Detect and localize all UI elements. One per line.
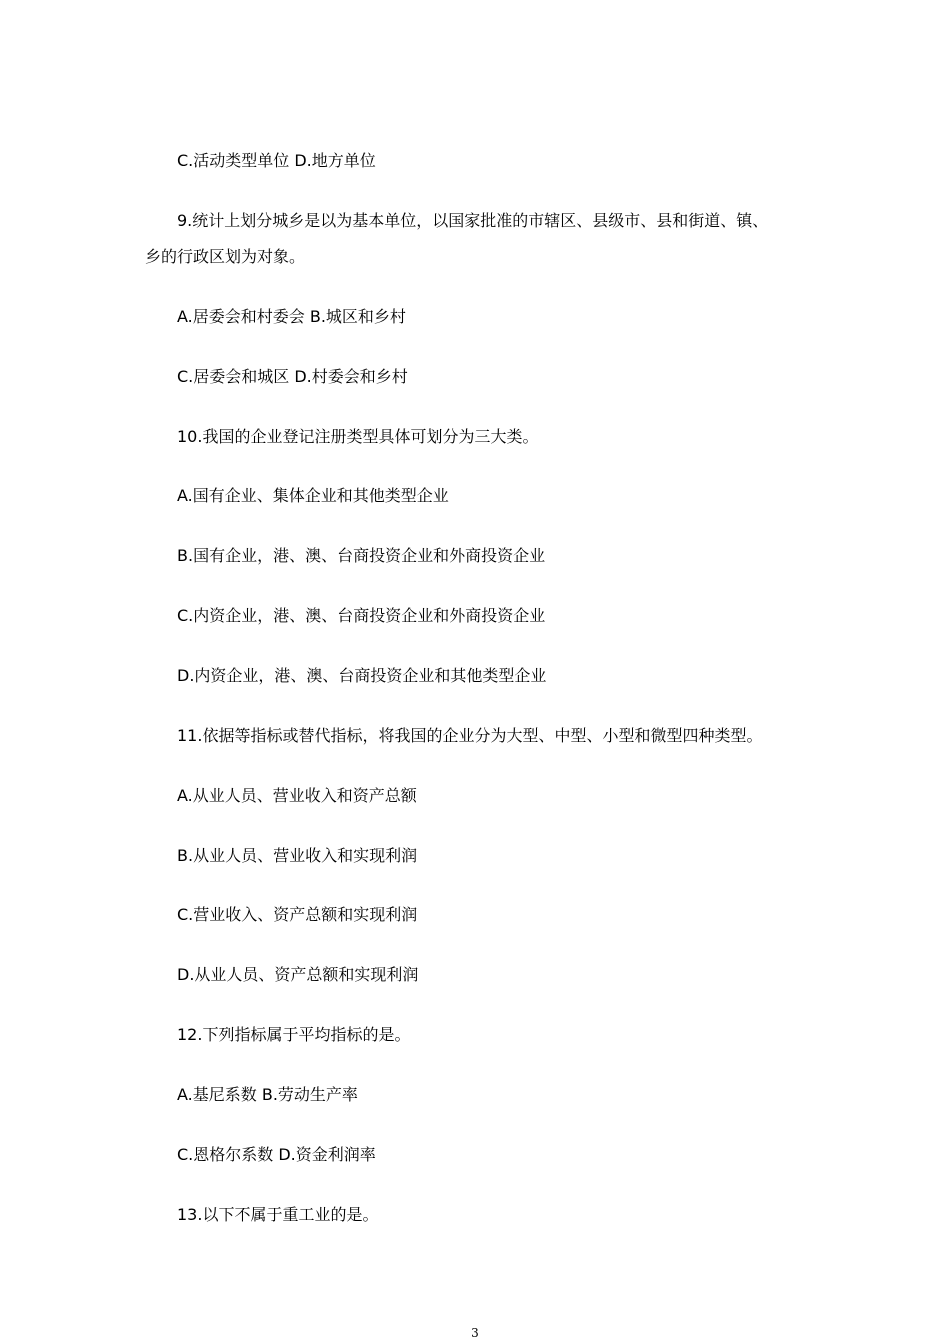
page-number: 3 xyxy=(471,1326,479,1340)
option-line-8cd: C.活动类型单位 D.地方单位 xyxy=(177,151,376,170)
option-line-9cd: C.居委会和城区 D.村委会和乡村 xyxy=(177,367,408,386)
option-10b: B.国有企业，港、澳、台商投资企业和外商投资企业 xyxy=(177,546,546,565)
option-10d: D.内资企业，港、澳、台商投资企业和其他类型企业 xyxy=(177,666,547,685)
option-10c: C.内资企业，港、澳、台商投资企业和外商投资企业 xyxy=(177,606,546,625)
question-9: 9.统计上划分城乡是以为基本单位，以国家批准的市辖区、县级市、县和街道、镇、 xyxy=(177,211,769,230)
option-11a: A.从业人员、营业收入和资产总额 xyxy=(177,786,417,805)
option-line-12ab: A.基尼系数 B.劳动生产率 xyxy=(177,1085,358,1104)
option-11d: D.从业人员、资产总额和实现利润 xyxy=(177,965,419,984)
question-13: 13.以下不属于重工业的是。 xyxy=(177,1205,379,1224)
option-line-9ab: A.居委会和村委会 B.城区和乡村 xyxy=(177,307,406,326)
question-10: 10.我国的企业登记注册类型具体可划分为三大类。 xyxy=(177,427,539,446)
question-11: 11.依据等指标或替代指标，将我国的企业分为大型、中型、小型和微型四种类型。 xyxy=(177,726,763,745)
option-line-12cd: C.恩格尔系数 D.资金利润率 xyxy=(177,1145,376,1164)
question-9-continued: 乡的行政区划为对象。 xyxy=(145,247,306,266)
option-10a: A.国有企业、集体企业和其他类型企业 xyxy=(177,486,449,505)
option-11c: C.营业收入、资产总额和实现利润 xyxy=(177,905,418,924)
question-12: 12.下列指标属于平均指标的是。 xyxy=(177,1025,411,1044)
option-11b: B.从业人员、营业收入和实现利润 xyxy=(177,846,418,865)
